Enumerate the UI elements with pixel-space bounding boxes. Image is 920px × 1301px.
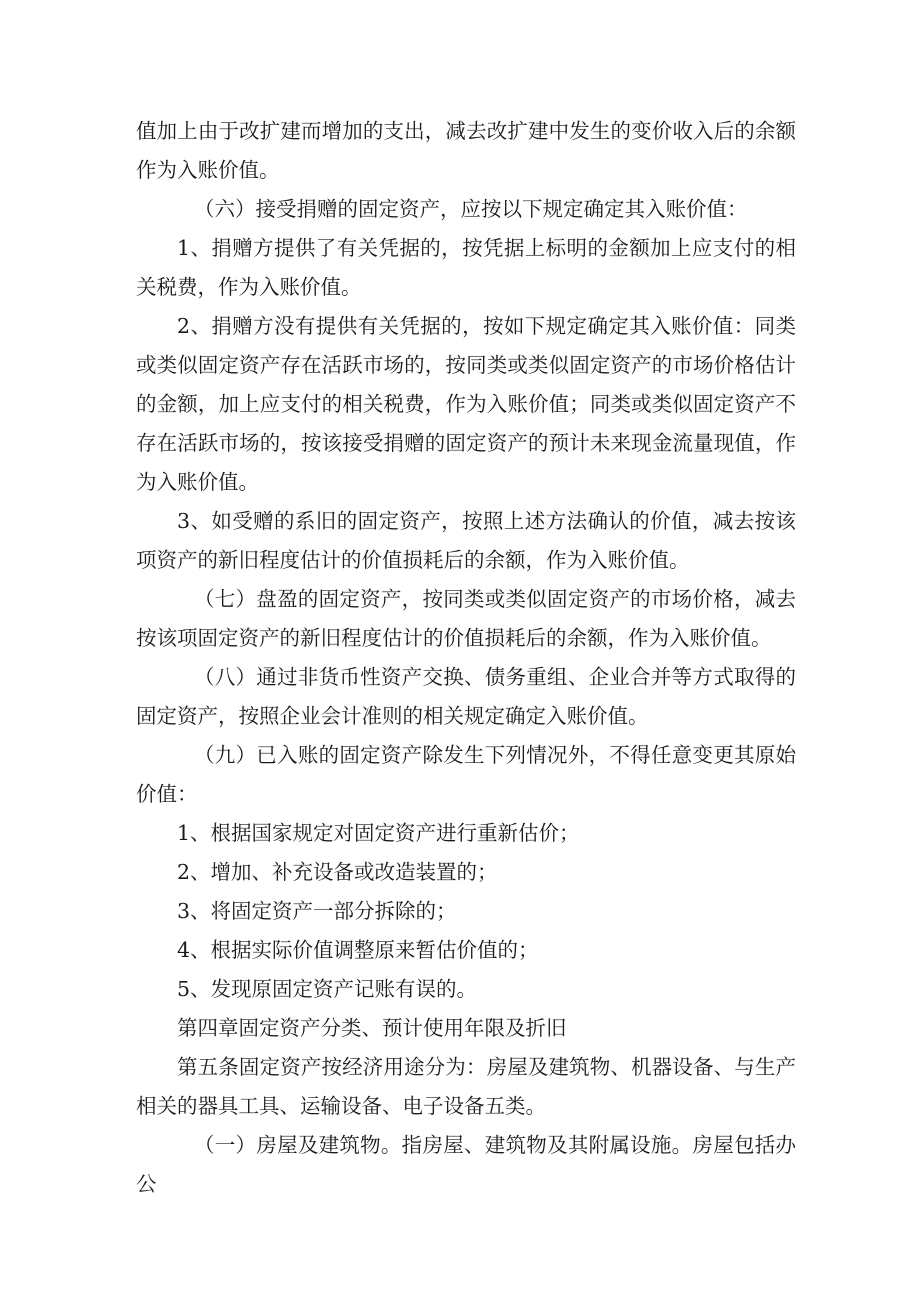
paragraph-continuation: 值加上由于改扩建而增加的支出，减去改扩建中发生的变价收入后的余额作为入账价值。 bbox=[136, 119, 796, 182]
paragraph-nine-item-3: 3、将固定资产一部分拆除的； bbox=[177, 899, 457, 923]
paragraph-section-nine: （九）已入账的固定资产除发生下列情况外，不得任意变更其原始价值： bbox=[136, 743, 796, 806]
paragraph-item-1: 1、捐赠方提供了有关凭据的，按凭据上标明的金额加上应支付的相关税费，作为入账价值。 bbox=[136, 236, 796, 299]
chapter-heading: 第四章固定资产分类、预计使用年限及折旧 bbox=[177, 1016, 567, 1040]
document-body bbox=[136, 112, 796, 1204]
paragraph-nine-item-2: 2、增加、补充设备或改造装置的； bbox=[177, 860, 498, 884]
paragraph-section-eight: （八）通过非货币性资产交换、债务重组、企业合并等方式取得的固定资产，按照企业会计准则的相关规定确定入账价值。 bbox=[136, 665, 796, 728]
paragraph-nine-item-1: 1、根据国家规定对固定资产进行重新估价； bbox=[177, 821, 580, 845]
paragraph-nine-item-4: 4、根据实际价值调整原来暂估价值的； bbox=[177, 938, 539, 962]
article-five: 第五条固定资产按经济用途分为：房屋及建筑物、机器设备、与生产相关的器具工具、运输设备、电子设备五类。 bbox=[136, 1055, 796, 1118]
paragraph-nine-item-5: 5、发现原固定资产记账有误的。 bbox=[177, 977, 478, 1001]
paragraph-item-2: 2、捐赠方没有提供有关凭据的，按如下规定确定其入账价值：同类或类似固定资产存在活跃市场的，按同类或类似固定资产的市场价格估计的金额，加上应支付的相关税费，作为入账价值；同类或类似固定资产不存在活跃市场的，按该接受捐赠的固定资产的预计未来现金流量现值，作为入账价值。 bbox=[136, 314, 796, 494]
paragraph-section-seven: （七）盘盈的固定资产，按同类或类似固定资产的市场价格，减去按该项固定资产的新旧程度估计的价值损耗后的余额，作为入账价值。 bbox=[136, 587, 796, 650]
paragraph-category-one: （一）房屋及建筑物。指房屋、建筑物及其附属设施。房屋包括办公 bbox=[136, 1133, 796, 1196]
paragraph-item-3: 3、如受赠的系旧的固定资产，按照上述方法确认的价值，减去按该项资产的新旧程度估计的价值损耗后的余额，作为入账价值。 bbox=[136, 509, 796, 572]
paragraph-section-six: （六）接受捐赠的固定资产，应按以下规定确定其入账价值： bbox=[194, 197, 748, 221]
